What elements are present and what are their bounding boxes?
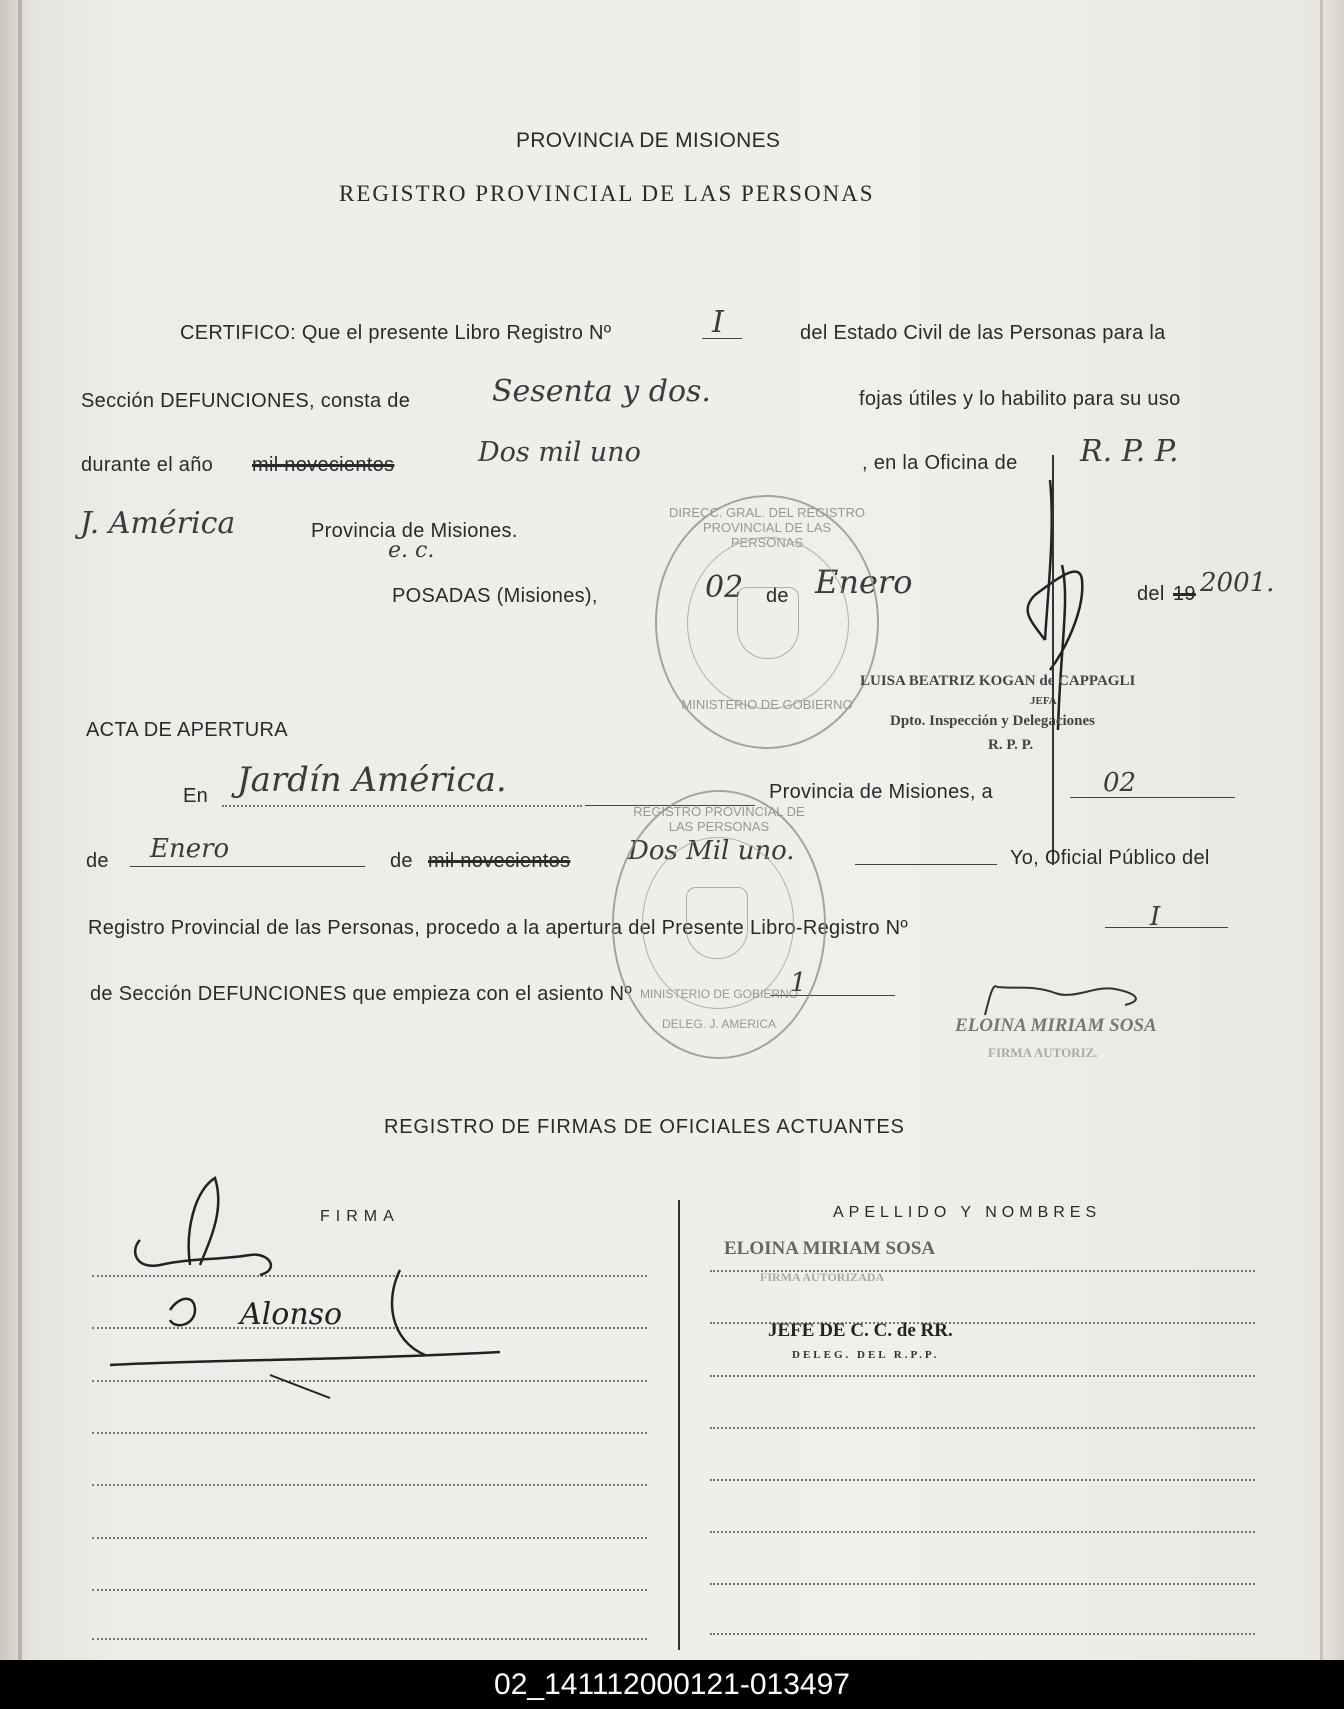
name-row-4 xyxy=(710,1427,1255,1429)
cert-line2-b: fojas útiles y lo habilito para su uso xyxy=(859,388,1181,410)
chief-org: R. P. P. xyxy=(988,737,1034,753)
firma-row-8 xyxy=(92,1638,647,1640)
chief-title: JEFA xyxy=(1030,695,1057,707)
stamp2-inner-text: MINISTERIO DE GOBIERNO xyxy=(639,987,798,1001)
official-stamp-1 xyxy=(655,495,879,749)
table-signature-handwritten: Alonso xyxy=(240,1297,343,1332)
book-number-handwritten: I xyxy=(712,305,724,340)
cert-line3-a: durante el año xyxy=(81,454,214,476)
stamp1-text: DIRECC. GRAL. DEL REGISTRO PROVINCIAL DE LAS PERSONAS xyxy=(669,505,865,550)
stamp1-inner-text: MINISTERIO DE GOBIERNO xyxy=(681,697,853,712)
officer-title: FIRMA AUTORIZ. xyxy=(988,1045,1098,1060)
opening-en: En xyxy=(183,785,209,807)
chief-signature-mark xyxy=(1010,470,1130,750)
opening-de2: de xyxy=(390,850,413,872)
table-entry-name: ELOINA MIRIAM SOSA xyxy=(724,1238,936,1259)
table-divider xyxy=(678,1200,680,1650)
stamp1-crest xyxy=(737,587,799,659)
firma-row-5 xyxy=(92,1484,647,1486)
col-apellido: APELLIDO Y NOMBRES xyxy=(833,1204,1102,1221)
cert-line1-b: del Estado Civil de las Personas para la xyxy=(800,322,1166,344)
opening-book-line xyxy=(1105,927,1228,928)
opening-de1: de xyxy=(86,850,109,872)
opening-book-handwritten: I xyxy=(1150,902,1161,932)
date-del: del xyxy=(1137,583,1165,605)
cert-line1-a: CERTIFICO: Que el presente Libro Registro Nº xyxy=(180,322,612,344)
year2-handwritten: 2001. xyxy=(1200,568,1275,598)
name-row-3 xyxy=(710,1375,1255,1377)
opening-yo: Yo, Oficial Público del xyxy=(1010,847,1210,869)
document-id-footer: 02_141112000121-013497 xyxy=(0,1660,1344,1709)
year-struck-19: 19 xyxy=(1173,583,1196,605)
opening-day-handwritten: 02 xyxy=(1103,768,1137,798)
table-stamp-line: JEFE DE C. C. de RR. xyxy=(768,1320,953,1341)
opening-year-handwritten: Dos Mil uno. xyxy=(628,836,795,866)
firma-row-4 xyxy=(92,1432,647,1434)
handwritten-vertical-stroke xyxy=(1052,455,1054,865)
book-number-line xyxy=(702,338,742,339)
chief-name: LUISA BEATRIZ KOGAN de CAPPAGLI xyxy=(860,673,1136,689)
opening-line3: Registro Provincial de las Personas, procedo a la apertura del Presente Libro-Registro Nº xyxy=(88,917,908,939)
province-title: PROVINCIA DE MISIONES xyxy=(516,129,781,152)
opening-entry-handwritten: 1 xyxy=(790,968,807,998)
table-entry-sub: FIRMA AUTORIZADA xyxy=(760,1270,885,1284)
year-handwritten: Dos mil uno xyxy=(478,437,641,468)
official-stamp-2 xyxy=(612,790,826,1059)
officer-signature-table xyxy=(100,1170,510,1400)
opening-day-line xyxy=(1070,797,1235,798)
officer-name: ELOINA MIRIAM SOSA xyxy=(955,1015,1157,1036)
page-right-edge xyxy=(1320,0,1323,1660)
opening-month-line xyxy=(130,866,365,867)
cert-line4: Provincia de Misiones. xyxy=(311,520,518,542)
place-handwritten: J. América xyxy=(80,506,236,541)
opening-year-struck: mil novecientos xyxy=(428,850,571,872)
folios-handwritten: Sesenta y dos. xyxy=(492,374,711,409)
date-de: de xyxy=(766,585,789,607)
table-stamp-sub: DELEG. DEL R.P.P. xyxy=(792,1349,940,1361)
stamp2-crest xyxy=(686,887,748,959)
year-struck: mil novecientos xyxy=(252,454,395,476)
opening-province: Provincia de Misiones, a xyxy=(769,781,993,803)
opening-year-line xyxy=(855,864,997,865)
col-firma: FIRMA xyxy=(320,1208,400,1225)
opening-place-dots xyxy=(222,805,582,807)
name-row-6 xyxy=(710,1531,1255,1533)
name-row-8 xyxy=(710,1633,1255,1635)
signatures-title: REGISTRO DE FIRMAS DE OFICIALES ACTUANTES xyxy=(384,1116,905,1138)
firma-row-7 xyxy=(92,1589,647,1591)
name-row-5 xyxy=(710,1479,1255,1481)
opening-month-handwritten: Enero xyxy=(150,834,230,864)
registry-title: REGISTRO PROVINCIAL DE LAS PERSONAS xyxy=(339,181,875,206)
stamp2-bottom-text: DELEG. J. AMERICA xyxy=(661,1017,777,1031)
chief-dept: Dpto. Inspección y Delegaciones xyxy=(890,713,1095,729)
month-handwritten: Enero xyxy=(815,563,913,601)
day-handwritten: 02 xyxy=(705,570,744,605)
opening-title: ACTA DE APERTURA xyxy=(86,719,288,741)
office-handwritten: R. P. P. xyxy=(1080,434,1179,469)
opening-place-handwritten: Jardín América. xyxy=(237,760,507,800)
opening-line4: de Sección DEFUNCIONES que empieza con el asiento Nº xyxy=(90,983,633,1005)
name-row-7 xyxy=(710,1583,1255,1585)
cert-line2-a: Sección DEFUNCIONES, consta de xyxy=(81,390,411,412)
page-binding-edge xyxy=(18,0,22,1660)
note-handwritten: e. c. xyxy=(388,538,435,563)
stamp2-text: REGISTRO PROVINCIAL DE LAS PERSONAS xyxy=(633,804,805,834)
cert-line3-b: , en la Oficina de xyxy=(862,452,1018,474)
date-place: POSADAS (Misiones), xyxy=(392,585,598,607)
firma-row-6 xyxy=(92,1537,647,1539)
